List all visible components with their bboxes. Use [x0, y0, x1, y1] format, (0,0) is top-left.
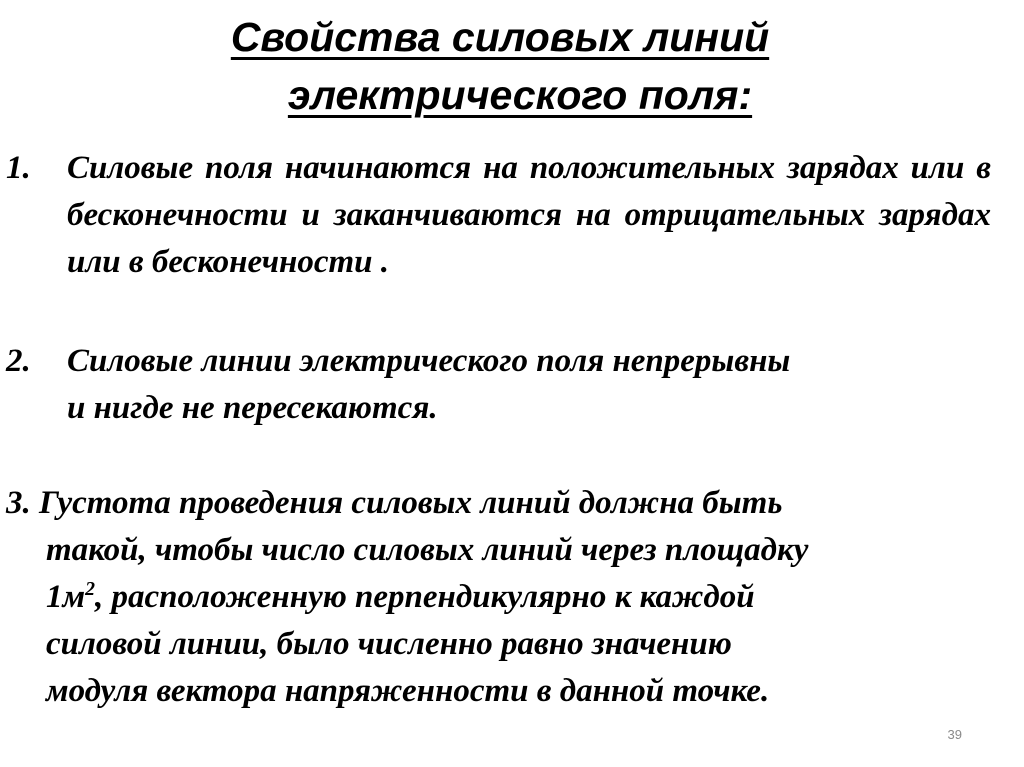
- list-item-3: [6, 480, 991, 715]
- list-item-3-line-4: силовой линии, было численно равно значению: [46, 626, 732, 662]
- slide-title-line-1: Свойства силовых линий: [230, 14, 770, 60]
- slide-title-line-2: электрического поля:: [287, 72, 753, 118]
- list-item-3-first-line: [6, 480, 991, 527]
- list-item-3-line-3-rest: , расположенную перпендикулярно к каждой: [95, 579, 755, 615]
- list-item-1-text: Силовые поля начинаются на положительных зарядах или в бесконечности и заканчиваются на отрицательных зарядах или в бесконечности .: [67, 150, 991, 280]
- list-item-3-line-3-exponent: 2: [85, 578, 95, 600]
- list-item-1: [6, 145, 991, 286]
- list-item-3-line-3: [46, 574, 991, 621]
- slide-title: [0, 8, 1000, 124]
- list-item-3-line-3-unit: 1м: [46, 579, 86, 615]
- list-item-3-lead-text: Густота проведения силовых линий должна быть: [39, 485, 783, 521]
- list-item-2: [6, 338, 991, 432]
- list-item-2-number: 2.: [6, 343, 31, 379]
- list-item-2-text-line-1: Силовые линии электрического поля непрерывны: [67, 343, 791, 379]
- list-item-1-number: 1.: [6, 150, 31, 186]
- list-item-3-line-5: модуля вектора напряженности в данной точке.: [46, 673, 770, 709]
- list-item-3-line-2: такой, чтобы число силовых линий через площадку: [46, 532, 809, 568]
- page-number: 39: [947, 727, 962, 742]
- list-item-3-number: 3.: [6, 485, 31, 521]
- list-item-2-text-line-2: и нигде не пересекаются.: [67, 390, 438, 426]
